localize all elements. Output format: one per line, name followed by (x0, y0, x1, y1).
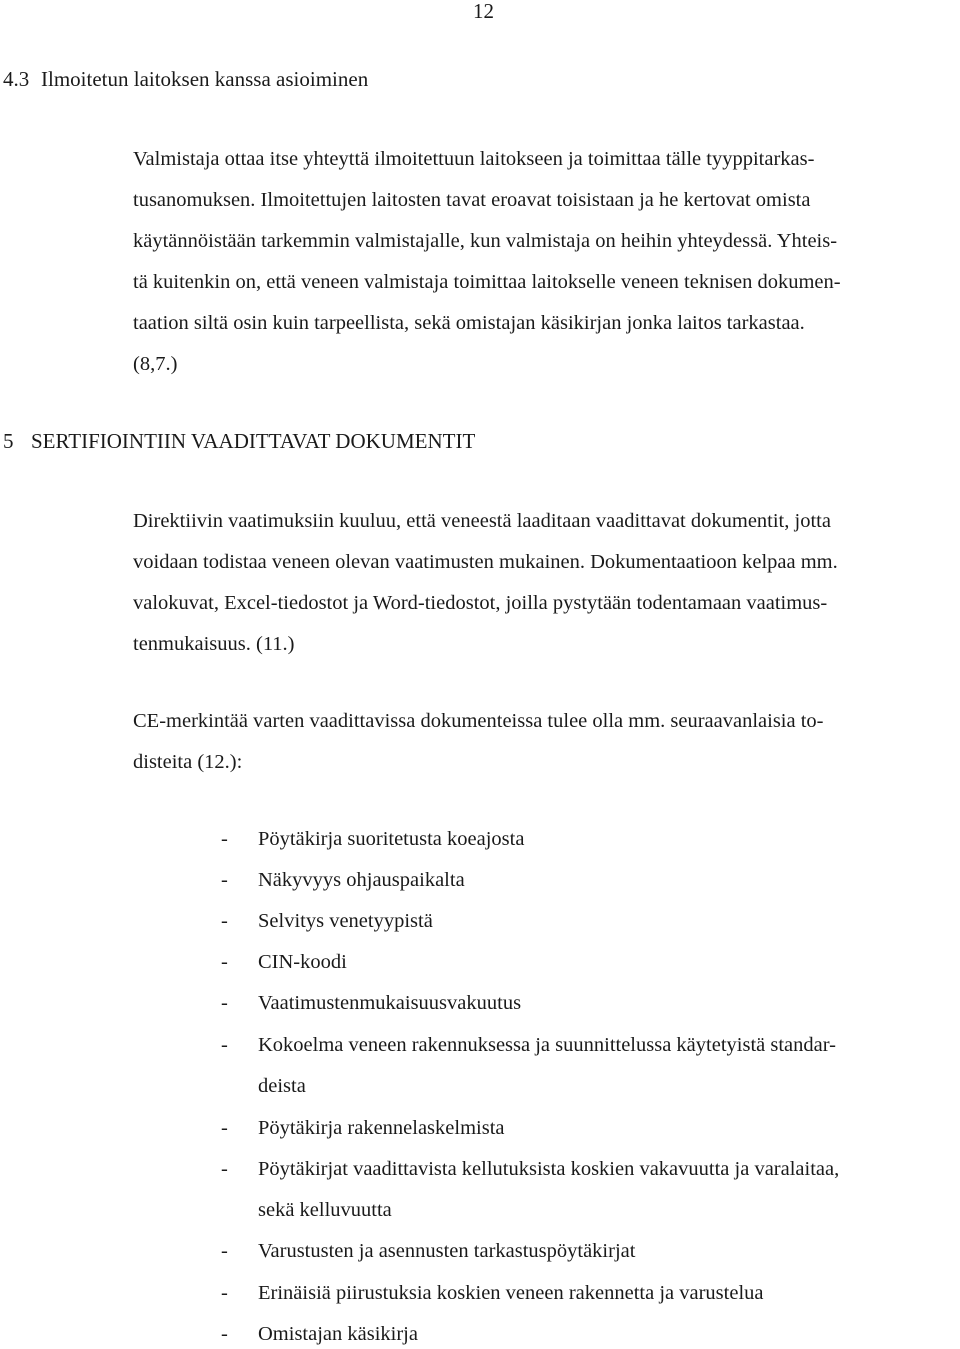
list-item (221, 1278, 764, 1308)
list-dash: - (221, 869, 228, 891)
paragraph-line: Direktiivin vaatimuksiin kuuluu, että veneestä laaditaan vaadittavat dokumentit, jotta (133, 510, 831, 532)
paragraph-line: valokuvat, Excel-tiedostot ja Word-tiedostot, joilla pystytään todentamaan vaatimus- (133, 592, 828, 614)
section-number: 5 (3, 429, 14, 453)
list-dash: - (221, 1323, 228, 1345)
list-item (221, 1030, 836, 1060)
list-dash: - (221, 1240, 228, 1262)
paragraph-line: tusanomuksen. Ilmoitettujen laitosten tavat eroavat toisistaan ja he kertovat omista (133, 189, 811, 211)
list-item-text: Omistajan käsikirja (258, 1323, 418, 1345)
paragraph-line: Valmistaja ottaa itse yhteyttä ilmoitettuun laitokseen ja toimittaa tälle tyyppitarkas- (133, 148, 815, 170)
list-dash: - (221, 1158, 228, 1180)
list-item (221, 988, 521, 1018)
list-item-text: Vaatimustenmukaisuusvakuutus (258, 992, 522, 1014)
paragraph-line: disteita (12.): (133, 751, 243, 773)
list-item-continuation: deista (258, 1075, 306, 1097)
list-item-text: Varustusten ja asennusten tarkastuspöytäkirjat (258, 1240, 636, 1262)
paragraph-line: tä kuitenkin on, että veneen valmistaja toimittaa laitokselle veneen teknisen dokumen- (133, 271, 841, 293)
list-dash: - (221, 951, 228, 973)
paragraph-line: käytännöistään tarkemmin valmistajalle, kun valmistaja on heihin yhteydessä. Yhteis- (133, 230, 838, 252)
list-dash: - (221, 992, 228, 1014)
list-item-text: Pöytäkirjat vaadittavista kellutuksista koskien vakavuutta ja varalaitaa, (258, 1158, 840, 1180)
list-dash: - (221, 1117, 228, 1139)
list-dash: - (221, 1282, 228, 1304)
section-title: SERTIFIOINTIIN VAADITTAVAT DOKUMENTIT (31, 429, 476, 453)
list-item (221, 906, 433, 936)
paragraph-line: tenmukaisuus. (11.) (133, 633, 295, 655)
list-item (221, 1154, 839, 1184)
list-item (221, 824, 524, 854)
list-item (221, 1113, 505, 1143)
list-dash: - (221, 1034, 228, 1056)
section-heading-5 (3, 426, 475, 456)
list-item (221, 947, 347, 977)
paragraph-line: (8,7.) (133, 353, 178, 375)
list-item-text: CIN-koodi (258, 951, 347, 973)
list-item-text: Kokoelma veneen rakennuksessa ja suunnittelussa käytetyistä standar- (258, 1034, 836, 1056)
section-title: Ilmoitetun laitoksen kanssa asioiminen (41, 67, 369, 91)
paragraph-line: taation siltä osin kuin tarpeellista, sekä omistajan käsikirjan jonka laitos tarkastaa. (133, 312, 805, 334)
section-number: 4.3 (3, 67, 30, 91)
list-dash: - (221, 828, 228, 850)
list-item (221, 1319, 418, 1349)
list-item-text: Pöytäkirja suoritetusta koeajosta (258, 828, 525, 850)
list-item-text: Näkyvyys ohjauspaikalta (258, 869, 465, 891)
list-dash: - (221, 910, 228, 932)
list-item (221, 1236, 635, 1266)
list-item-text: Pöytäkirja rakennelaskelmista (258, 1117, 505, 1139)
list-item-text: Erinäisiä piirustuksia koskien veneen rakennetta ja varustelua (258, 1282, 764, 1304)
section-heading-4-3 (3, 64, 368, 94)
paragraph-line: CE-merkintää varten vaadittavissa dokumenteissa tulee olla mm. seuraavanlaisia to- (133, 710, 824, 732)
list-item-continuation: sekä kelluvuutta (258, 1199, 392, 1221)
list-item-text: Selvitys venetyypistä (258, 910, 433, 932)
list-item (221, 865, 465, 895)
page-number: 12 (473, 0, 494, 23)
paragraph-line: voidaan todistaa veneen olevan vaatimusten mukainen. Dokumentaatioon kelpaa mm. (133, 551, 838, 573)
